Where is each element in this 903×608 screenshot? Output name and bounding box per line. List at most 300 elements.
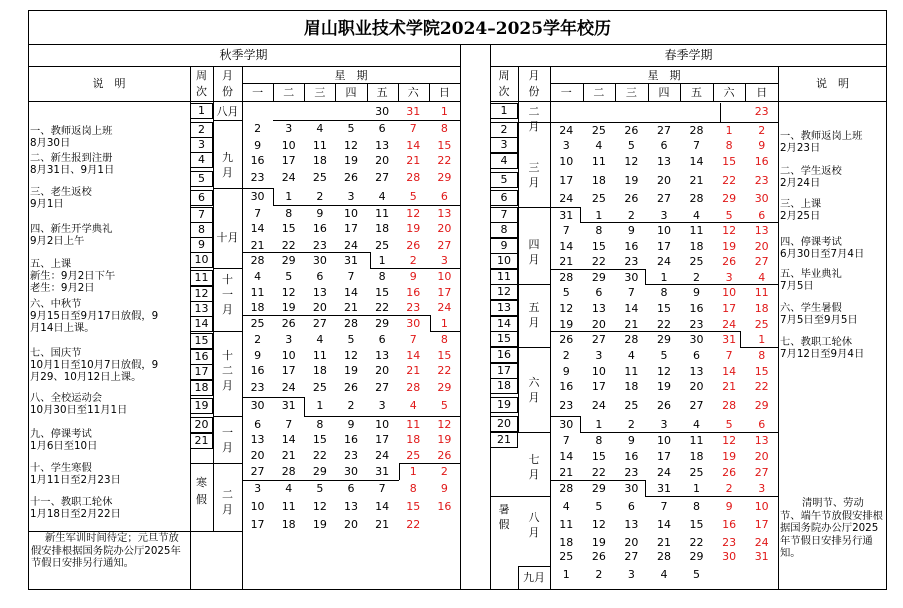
autumn-day-cell: 4 xyxy=(409,399,417,412)
autumn-day-cell: 12 xyxy=(343,139,358,152)
spring-note-line: 2月23日 xyxy=(780,142,821,154)
autumn-day-cell: 21 xyxy=(281,449,296,462)
spring-day-cell: 6 xyxy=(660,139,668,152)
spring-day-cell: 22 xyxy=(722,174,737,187)
autumn-day-cell: 17 xyxy=(281,364,296,377)
spring-day-cell: 28 xyxy=(689,124,704,137)
v-rule xyxy=(242,66,243,590)
spring-day-cell: 2 xyxy=(627,209,635,222)
spring-day-cell: 17 xyxy=(656,240,671,253)
h-rule xyxy=(550,331,740,332)
spring-note-line: 一、教师返岗上班 xyxy=(780,130,863,142)
autumn-day-cell: 22 xyxy=(437,364,452,377)
v-rule xyxy=(583,83,584,101)
autumn-day-cell: 11 xyxy=(375,207,390,220)
autumn-day-cell: 4 xyxy=(316,333,324,346)
spring-day-cell: 10 xyxy=(591,365,606,378)
spring-day-cell: 30 xyxy=(624,482,639,495)
autumn-day-cell: 13 xyxy=(312,286,327,299)
spring-day-cell: 15 xyxy=(591,450,606,463)
spring-day-cell: 16 xyxy=(624,240,639,253)
v-rule xyxy=(645,269,646,284)
autumn-day-cell: 7 xyxy=(285,418,293,431)
autumn-day-cell: 29 xyxy=(375,317,390,330)
spring-day-cell: 11 xyxy=(624,365,639,378)
spring-day-cell: 28 xyxy=(722,399,737,412)
spring-weekday-title: 星 期 xyxy=(647,69,681,82)
spring-day-cell: 3 xyxy=(627,568,635,581)
autumn-day-cell: 30 xyxy=(250,190,265,203)
v-rule xyxy=(713,83,714,101)
spring-week-box xyxy=(490,378,518,394)
autumn-day-cell: 21 xyxy=(406,154,421,167)
v-rule xyxy=(273,83,274,101)
spring-day-cell: 23 xyxy=(624,255,639,268)
spring-month-label: 四月 xyxy=(528,238,540,266)
spring-day-cell: 2 xyxy=(693,271,701,284)
autumn-day-cell: 6 xyxy=(378,333,386,346)
autumn-day-cell: 3 xyxy=(347,190,355,203)
autumn-note-line: 8月30日 xyxy=(30,137,71,149)
autumn-day-cell: 9 xyxy=(254,349,262,362)
autumn-day-cell: 25 xyxy=(406,449,421,462)
spring-weekday-7: 日 xyxy=(756,86,768,99)
spring-day-cell: 24 xyxy=(656,255,671,268)
h-rule xyxy=(550,480,645,481)
spring-day-cell: 19 xyxy=(591,536,606,549)
spring-explain-header: 说 明 xyxy=(816,77,849,90)
spring-day-cell: 1 xyxy=(595,418,603,431)
spring-day-cell: 16 xyxy=(722,518,737,531)
autumn-day-cell: 6 xyxy=(440,190,448,203)
spring-day-cell: 29 xyxy=(754,399,769,412)
spring-day-cell: 25 xyxy=(559,550,574,563)
autumn-week-number: 11 xyxy=(194,271,209,284)
spring-day-cell: 4 xyxy=(595,139,603,152)
autumn-day-cell: 7 xyxy=(378,482,386,495)
spring-day-cell: 22 xyxy=(656,318,671,331)
spring-footnote: 清明节、劳动节、端午节放假安排根据国务院办公厅2025年节假日安排另行通知。 xyxy=(780,497,883,559)
autumn-day-cell: 13 xyxy=(375,349,390,362)
spring-day-cell: 12 xyxy=(656,365,671,378)
spring-note-line: 7月12日至9月4日 xyxy=(780,348,865,360)
autumn-day-cell: 31 xyxy=(343,254,358,267)
spring-day-cell: 22 xyxy=(591,255,606,268)
h-rule xyxy=(720,122,778,123)
h-rule xyxy=(242,480,399,481)
autumn-month-label: 寒假 xyxy=(196,476,207,506)
spring-weekday-2: 二 xyxy=(593,86,605,99)
autumn-day-cell: 30 xyxy=(343,465,358,478)
autumn-week-box xyxy=(190,137,213,153)
spring-day-cell: 17 xyxy=(722,302,737,315)
spring-day-cell: 17 xyxy=(656,450,671,463)
autumn-day-cell: 3 xyxy=(378,399,386,412)
h-rule xyxy=(273,205,460,206)
spring-day-cell: 18 xyxy=(559,536,574,549)
autumn-week-box xyxy=(190,207,213,223)
spring-week-number: 14 xyxy=(497,317,511,330)
autumn-day-cell: 1 xyxy=(440,105,448,118)
autumn-day-cell: 17 xyxy=(375,433,390,446)
autumn-weekday-7: 日 xyxy=(438,86,450,99)
autumn-week-number: 12 xyxy=(194,287,209,300)
v-rule xyxy=(190,66,191,590)
spring-week-number: 18 xyxy=(497,379,511,392)
spring-day-cell: 18 xyxy=(689,450,704,463)
h-rule xyxy=(550,83,778,84)
autumn-day-cell: 5 xyxy=(316,482,324,495)
autumn-week-box xyxy=(190,380,213,396)
h-rule xyxy=(190,531,242,532)
spring-day-cell: 26 xyxy=(624,192,639,205)
autumn-day-cell: 16 xyxy=(312,222,327,235)
autumn-day-cell: 25 xyxy=(312,171,327,184)
spring-day-cell: 1 xyxy=(660,271,668,284)
autumn-week-box xyxy=(190,122,213,138)
autumn-day-cell: 9 xyxy=(316,207,324,220)
spring-day-cell: 28 xyxy=(624,333,639,346)
spring-day-cell: 22 xyxy=(689,536,704,549)
spring-day-cell: 3 xyxy=(562,139,570,152)
spring-day-cell: 5 xyxy=(693,568,701,581)
autumn-day-cell: 13 xyxy=(343,500,358,513)
autumn-note-line: 三、老生返校 xyxy=(30,186,92,198)
spring-weekday-5: 五 xyxy=(691,86,703,99)
autumn-day-cell: 29 xyxy=(312,465,327,478)
autumn-day-cell: 23 xyxy=(406,301,421,314)
v-rule xyxy=(399,463,400,480)
spring-day-cell: 10 xyxy=(656,434,671,447)
autumn-day-cell: 4 xyxy=(285,482,293,495)
spring-day-cell: 5 xyxy=(595,500,603,513)
spring-day-cell: 12 xyxy=(559,302,574,315)
autumn-day-cell: 27 xyxy=(437,239,452,252)
spring-day-cell: 8 xyxy=(660,286,668,299)
spring-day-cell: 23 xyxy=(689,318,704,331)
autumn-note-line: 老生：9月2日 xyxy=(30,282,95,294)
autumn-day-cell: 9 xyxy=(440,482,448,495)
spring-day-cell: 25 xyxy=(591,124,606,137)
spring-day-cell: 17 xyxy=(591,380,606,393)
spring-day-cell: 24 xyxy=(722,318,737,331)
autumn-day-cell: 30 xyxy=(312,254,327,267)
spring-day-cell: 1 xyxy=(595,209,603,222)
v-rule xyxy=(580,416,581,432)
spring-week-number: 20 xyxy=(497,417,511,430)
spring-month-label: 三月 xyxy=(528,161,540,189)
autumn-week-number: 18 xyxy=(194,381,209,394)
autumn-day-cell: 2 xyxy=(254,333,262,346)
spring-note-line: 2月24日 xyxy=(780,177,821,189)
spring-week-box xyxy=(490,300,518,316)
spring-day-cell: 7 xyxy=(562,434,570,447)
spring-day-cell: 21 xyxy=(559,255,574,268)
v-rule xyxy=(460,44,461,590)
autumn-day-cell: 8 xyxy=(285,207,293,220)
autumn-note-line: 9月15日至9月17日放假，9 xyxy=(30,310,159,322)
spring-day-cell: 26 xyxy=(722,255,737,268)
spring-day-cell: 14 xyxy=(656,518,671,531)
autumn-day-cell: 26 xyxy=(281,317,296,330)
spring-day-cell: 30 xyxy=(754,192,769,205)
spring-week-number: 4 xyxy=(500,154,508,167)
h-rule xyxy=(740,347,778,348)
spring-day-cell: 8 xyxy=(693,500,701,513)
spring-day-cell: 13 xyxy=(689,365,704,378)
spring-week-box xyxy=(490,347,518,363)
autumn-day-cell: 10 xyxy=(250,500,265,513)
spring-day-cell: 13 xyxy=(754,224,769,237)
spring-note-line: 7月5日 xyxy=(780,280,814,292)
spring-day-cell: 6 xyxy=(758,418,766,431)
autumn-month-label: 十二月 xyxy=(222,349,233,392)
spring-day-cell: 10 xyxy=(559,155,574,168)
autumn-week-box xyxy=(190,190,213,206)
autumn-day-cell: 16 xyxy=(343,433,358,446)
spring-day-cell: 13 xyxy=(624,518,639,531)
spring-weekday-1: 一 xyxy=(560,86,572,99)
autumn-day-cell: 31 xyxy=(375,465,390,478)
spring-day-cell: 2 xyxy=(725,482,733,495)
autumn-day-cell: 7 xyxy=(409,333,417,346)
spring-week-box xyxy=(490,316,518,332)
spring-week-number: 3 xyxy=(500,138,508,151)
autumn-day-cell: 11 xyxy=(281,500,296,513)
autumn-week-number: 1 xyxy=(198,104,205,117)
spring-month-label: 六月 xyxy=(528,376,540,404)
autumn-month-label: 一月 xyxy=(222,426,233,454)
spring-day-cell: 9 xyxy=(562,365,570,378)
h-rule xyxy=(242,315,430,316)
autumn-week-number: 21 xyxy=(194,434,209,447)
spring-day-cell: 9 xyxy=(693,286,701,299)
autumn-day-cell: 23 xyxy=(250,381,265,394)
v-rule xyxy=(580,207,581,222)
spring-day-cell: 4 xyxy=(693,418,701,431)
spring-month-label: 五月 xyxy=(528,301,540,329)
autumn-day-cell: 26 xyxy=(406,239,421,252)
spring-day-cell: 19 xyxy=(624,174,639,187)
v-rule xyxy=(304,83,305,101)
spring-day-cell: 10 xyxy=(656,224,671,237)
autumn-week-number: 17 xyxy=(194,365,209,378)
autumn-day-cell: 11 xyxy=(250,286,265,299)
h-rule xyxy=(370,268,460,269)
autumn-day-cell: 27 xyxy=(250,465,265,478)
spring-day-cell: 24 xyxy=(591,399,606,412)
autumn-day-cell: 10 xyxy=(343,207,358,220)
autumn-day-cell: 30 xyxy=(250,399,265,412)
autumn-day-cell: 27 xyxy=(312,317,327,330)
spring-week-box xyxy=(490,190,518,206)
autumn-day-cell: 28 xyxy=(281,465,296,478)
autumn-day-cell: 23 xyxy=(343,449,358,462)
autumn-week-number: 2 xyxy=(198,123,205,136)
autumn-month-label: 八月 xyxy=(216,105,239,118)
v-rule xyxy=(213,66,214,531)
autumn-note-line: 二、新生报到注册 xyxy=(30,152,113,164)
autumn-note-line: 九、停课考试 xyxy=(30,428,92,440)
spring-day-cell: 24 xyxy=(754,536,769,549)
spring-day-cell: 28 xyxy=(689,192,704,205)
autumn-day-cell: 28 xyxy=(250,254,265,267)
autumn-week-number: 4 xyxy=(198,153,205,166)
autumn-day-cell: 9 xyxy=(254,139,262,152)
spring-day-cell: 12 xyxy=(722,224,737,237)
spring-day-cell: 20 xyxy=(689,380,704,393)
autumn-day-cell: 9 xyxy=(347,418,355,431)
autumn-day-cell: 9 xyxy=(409,270,417,283)
autumn-note-line: 月29、10月12日上课。 xyxy=(30,371,142,383)
autumn-day-cell: 19 xyxy=(281,301,296,314)
autumn-day-cell: 10 xyxy=(375,418,390,431)
autumn-week-header-2: 次 xyxy=(196,85,207,98)
spring-day-cell: 30 xyxy=(559,418,574,431)
spring-day-cell: 31 xyxy=(754,550,769,563)
autumn-day-cell: 26 xyxy=(437,449,452,462)
autumn-day-cell: 4 xyxy=(316,122,324,135)
autumn-week-number: 5 xyxy=(198,172,205,185)
spring-weekday-6: 六 xyxy=(723,86,735,99)
autumn-note-line: 月14日上课。 xyxy=(30,322,95,334)
spring-day-cell: 20 xyxy=(624,536,639,549)
spring-day-cell: 26 xyxy=(591,550,606,563)
spring-day-cell: 11 xyxy=(591,155,606,168)
autumn-day-cell: 13 xyxy=(375,139,390,152)
autumn-week-box xyxy=(190,286,213,302)
spring-week-box xyxy=(490,331,518,347)
autumn-day-cell: 5 xyxy=(285,270,293,283)
autumn-week-number: 9 xyxy=(198,238,205,251)
autumn-day-cell: 21 xyxy=(406,364,421,377)
spring-day-cell: 19 xyxy=(722,240,737,253)
autumn-week-number: 20 xyxy=(194,418,209,431)
autumn-day-cell: 26 xyxy=(343,171,358,184)
spring-day-cell: 19 xyxy=(722,450,737,463)
autumn-day-cell: 1 xyxy=(285,190,293,203)
autumn-day-cell: 30 xyxy=(406,317,421,330)
spring-day-cell: 20 xyxy=(656,174,671,187)
autumn-day-cell: 24 xyxy=(281,381,296,394)
autumn-day-cell: 12 xyxy=(281,286,296,299)
autumn-day-cell: 21 xyxy=(250,239,265,252)
autumn-note-line: 新生：9月2日下午 xyxy=(30,270,116,282)
autumn-day-cell: 20 xyxy=(312,301,327,314)
h-rule xyxy=(518,207,550,208)
spring-month-label: 八月 xyxy=(528,511,540,539)
autumn-weekday-1: 一 xyxy=(252,86,264,99)
spring-day-cell: 22 xyxy=(754,380,769,393)
autumn-day-cell: 20 xyxy=(343,518,358,531)
autumn-note-line: 1月6日至10日 xyxy=(30,440,98,452)
h-rule xyxy=(518,432,550,433)
spring-day-cell: 19 xyxy=(656,380,671,393)
spring-week-number: 16 xyxy=(497,348,511,361)
autumn-day-cell: 6 xyxy=(347,482,355,495)
spring-week-number: 2 xyxy=(500,123,508,136)
autumn-day-cell: 28 xyxy=(406,171,421,184)
v-rule xyxy=(615,83,616,101)
spring-day-cell: 18 xyxy=(591,174,606,187)
spring-day-cell: 25 xyxy=(689,466,704,479)
v-rule xyxy=(778,66,779,590)
spring-day-cell: 27 xyxy=(656,192,671,205)
autumn-day-cell: 29 xyxy=(437,171,452,184)
h-rule xyxy=(242,252,370,253)
spring-day-cell: 27 xyxy=(754,466,769,479)
autumn-week-box xyxy=(190,152,213,168)
spring-day-cell: 1 xyxy=(693,482,701,495)
spring-day-cell: 18 xyxy=(624,380,639,393)
spring-day-cell: 29 xyxy=(722,192,737,205)
v-rule xyxy=(740,331,741,347)
autumn-day-cell: 30 xyxy=(375,105,390,118)
spring-day-cell: 23 xyxy=(754,105,769,118)
spring-day-cell: 5 xyxy=(725,209,733,222)
spring-note-line: 2月25日 xyxy=(780,210,821,222)
autumn-week-box xyxy=(190,417,213,433)
spring-day-cell: 17 xyxy=(559,174,574,187)
spring-day-cell: 2 xyxy=(627,418,635,431)
autumn-month-header-2: 份 xyxy=(222,85,233,98)
spring-day-cell: 3 xyxy=(758,482,766,495)
spring-day-cell: 24 xyxy=(559,192,574,205)
autumn-week-box xyxy=(190,252,213,268)
spring-day-cell: 27 xyxy=(656,124,671,137)
autumn-day-cell: 3 xyxy=(254,482,262,495)
autumn-day-cell: 20 xyxy=(375,364,390,377)
autumn-note-line: 七、国庆节 xyxy=(30,347,82,359)
h-rule xyxy=(645,496,778,497)
spring-day-cell: 3 xyxy=(660,418,668,431)
autumn-day-cell: 12 xyxy=(343,349,358,362)
autumn-day-cell: 11 xyxy=(406,418,421,431)
v-rule xyxy=(367,83,368,101)
autumn-note-line: 十、学生寒假 xyxy=(30,462,92,474)
v-rule xyxy=(745,83,746,101)
spring-week-number: 17 xyxy=(497,364,511,377)
spring-week-number: 19 xyxy=(497,398,511,411)
autumn-day-cell: 14 xyxy=(375,500,390,513)
h-rule xyxy=(304,416,460,417)
v-rule xyxy=(370,252,371,268)
spring-week-box xyxy=(490,363,518,379)
autumn-semester-label: 秋季学期 xyxy=(219,48,268,62)
spring-day-cell: 5 xyxy=(627,139,635,152)
spring-day-cell: 18 xyxy=(689,240,704,253)
spring-week-box xyxy=(490,103,518,119)
spring-day-cell: 15 xyxy=(689,518,704,531)
spring-week-box xyxy=(490,269,518,285)
h-rule xyxy=(550,122,720,123)
spring-week-header-2: 次 xyxy=(498,85,510,98)
autumn-day-cell: 19 xyxy=(312,518,327,531)
autumn-week-box xyxy=(190,333,213,349)
h-rule xyxy=(550,207,580,208)
autumn-week-number: 8 xyxy=(198,223,205,236)
spring-day-cell: 25 xyxy=(754,318,769,331)
v-rule xyxy=(648,83,649,101)
autumn-day-cell: 19 xyxy=(437,433,452,446)
spring-day-cell: 7 xyxy=(660,500,668,513)
autumn-day-cell: 27 xyxy=(375,171,390,184)
spring-week-box xyxy=(490,397,518,413)
autumn-day-cell: 14 xyxy=(250,222,265,235)
spring-day-cell: 4 xyxy=(660,568,668,581)
autumn-day-cell: 8 xyxy=(409,482,417,495)
autumn-month-label: 十一月 xyxy=(222,273,233,316)
